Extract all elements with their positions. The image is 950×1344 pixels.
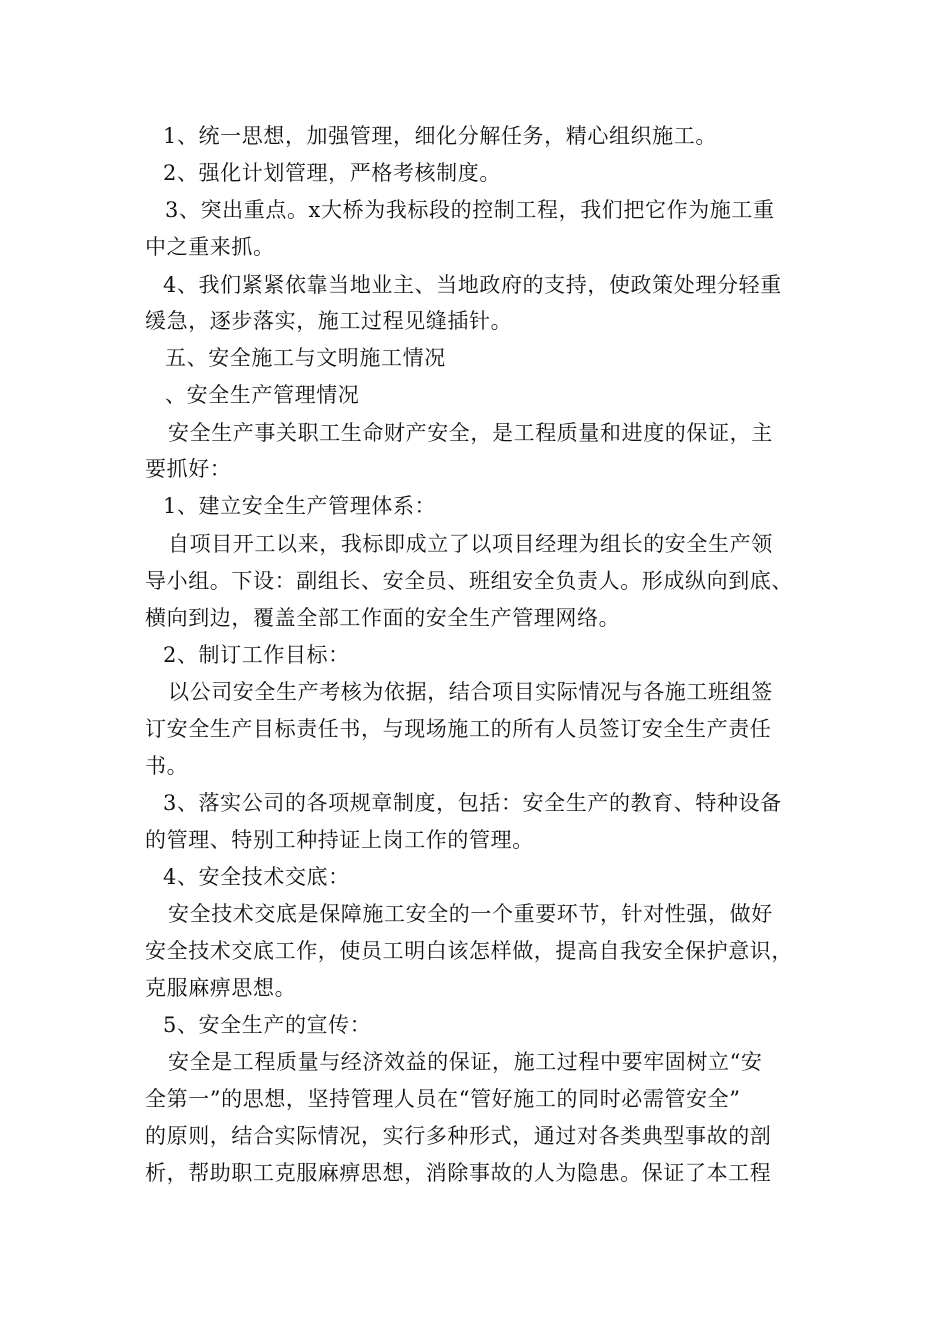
section-heading: 五、安全施工与文明施工情况 bbox=[165, 346, 446, 370]
text-line: 4、我们紧紧依靠当地业主、当地政府的支持，使政策处理分轻重 bbox=[163, 273, 782, 297]
text-line: 安全生产事关职工生命财产安全，是工程质量和进度的保证，主 bbox=[168, 421, 773, 445]
text-line: 的管理、特别工种持证上岗工作的管理。 bbox=[145, 828, 534, 852]
text-line: 安全技术交底工作，使员工明白该怎样做，提高自我安全保护意识， bbox=[145, 939, 793, 963]
text-line: 导小组。下设：副组长、安全员、班组安全负责人。形成纵向到底、 bbox=[145, 569, 793, 593]
text-line: 安全技术交底是保障施工安全的一个重要环节，针对性强，做好 bbox=[168, 902, 773, 926]
text-line: 克服麻痹思想。 bbox=[145, 976, 297, 1000]
text-line: 的原则，结合实际情况，实行多种形式，通过对各类典型事故的剖 bbox=[145, 1124, 772, 1148]
text-line: 缓急，逐步落实，施工过程见缝插针。 bbox=[145, 309, 513, 333]
text-line: 3、突出重点。x大桥为我标段的控制工程，我们把它作为施工重 bbox=[165, 198, 775, 222]
text-line: 2、制订工作目标： bbox=[163, 643, 350, 667]
text-line: 安全是工程质量与经济效益的保证，施工过程中要牢固树立“安 bbox=[168, 1050, 763, 1074]
subsection-heading: 、安全生产管理情况 bbox=[165, 383, 360, 407]
text-line: 中之重来抓。 bbox=[145, 235, 275, 259]
text-line: 3、落实公司的各项规章制度，包括：安全生产的教育、特种设备 bbox=[163, 791, 782, 815]
text-line: 要抓好： bbox=[145, 457, 232, 481]
text-line: 横向到边，覆盖全部工作面的安全生产管理网络。 bbox=[145, 606, 621, 630]
text-line: 2、强化计划管理，严格考核制度。 bbox=[163, 161, 501, 185]
text-line: 自项目开工以来，我标即成立了以项目经理为组长的安全生产领 bbox=[168, 532, 773, 556]
text-line: 订安全生产目标责任书，与现场施工的所有人员签订安全生产责任 bbox=[145, 717, 772, 741]
text-line: 1、统一思想，加强管理，细化分解任务，精心组织施工。 bbox=[163, 124, 717, 148]
text-line: 4、安全技术交底： bbox=[163, 865, 350, 889]
text-line: 5、安全生产的宣传： bbox=[163, 1013, 372, 1037]
text-line: 书。 bbox=[145, 754, 189, 778]
text-line: 1、建立安全生产管理体系： bbox=[163, 494, 437, 518]
text-line: 全第一”的思想，坚持管理人员在“管好施工的同时必需管安全” bbox=[145, 1087, 741, 1111]
text-line: 析，帮助职工克服麻痹思想，消除事故的人为隐患。保证了本工程 bbox=[145, 1161, 772, 1185]
text-line: 以公司安全生产考核为依据，结合项目实际情况与各施工班组签 bbox=[168, 680, 773, 704]
